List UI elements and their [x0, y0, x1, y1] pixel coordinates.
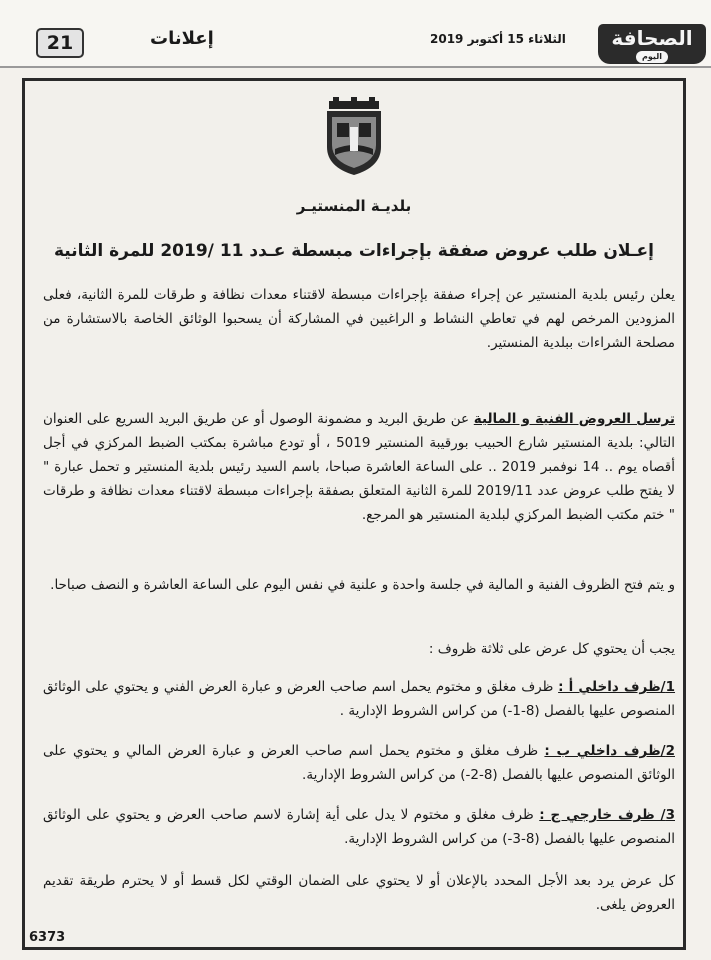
submission-text: عن طريق البريد و مضمونة الوصول أو عن طريق البريد السريع على العنوان التالي: بلدية المنستير شارع الحبيب بورقيبة المنستير 5019 ، أو تودع مباشرة بمكتب الضبط المركزي في أجل أقصاه يوم .. 14 نوفمبر 2019 .. على الساعة العاشرة صباحا، باسم السيد رئيس بلدية المنستير و تحمل عبارة " لا يفتح طلب عروض عدد 2019/11 للمرة الثانية المتعلق بصفقة بإجراءات مبسطة لاقتناء معدات نظافة و طرقات " ختم مكتب الضبط المركزي لبلدية المنستير هو المرجع. [43, 411, 676, 523]
rejection-paragraph: كل عرض يرد بعد الأجل المحدد بالإعلان أو لا يحتوي على الضمان الوقتي لكل قسط أو لا يحترم طريقة تقديم العروض يلغى. [43, 873, 675, 913]
logo-text: الصحافة [611, 26, 693, 50]
envelopes-intro: يجب أن يحتوي كل عرض على ثلاثة ظروف : [428, 641, 675, 657]
envelope-1-text: ظرف مغلق و مختوم يحمل اسم صاحب العرض و عبارة العرض الفني و يحتوي على الوثائق المنصوص عليها بالفصل (8-1-) من كراس الشروط الإدارية . [43, 679, 675, 719]
announcement-title: إعـلان طلب عروض صفقة بإجراءات مبسطة عـدد 11 /2019 للمرة الثانية [54, 241, 654, 261]
newspaper-header [0, 0, 711, 68]
envelope-3-text: ظرف مغلق و مختوم لا يدل على أية إشارة لاسم صاحب العرض و يحتوي على الوثائق المنصوص عليها بالفصل (8-3-) من كراس الشروط الإدارية. [43, 807, 675, 847]
section-title: إعلانات [150, 28, 214, 49]
municipality-name: بلديـة المنستيـر [296, 197, 412, 215]
envelope-2 [43, 739, 675, 787]
intro-paragraph: يعلن رئيس بلدية المنستير عن إجراء صفقة بإجراءات مبسطة لاقتناء معدات نظافة و طرقات للمرة الثانية، فعلى المزودين المرخص لهم في تعاطي النشاط و الراغبين في المشاركة أن يسحبوا الوثائق الخاصة بالاستشارة من مصلحة الشراءات ببلدية المنستير. [43, 287, 675, 351]
municipality-crest-icon [323, 97, 385, 177]
submission-paragraph [43, 407, 675, 527]
logo-subtitle: اليوم [636, 51, 668, 63]
envelope-3-lead: 3/ ظرف خارجي ج : [539, 807, 675, 823]
opening-paragraph: و يتم فتح الظروف الفنية و المالية في جلسة واحدة و علنية في نفس اليوم على الساعة العاشرة و النصف صباحا. [50, 577, 675, 593]
tender-announcement [22, 78, 686, 950]
envelope-3 [43, 803, 675, 851]
page-number: 21 [36, 28, 84, 58]
envelope-2-text: ظرف مغلق و مختوم يحمل اسم صاحب العرض و عبارة العرض المالي و يحتوي على الوثائق المنصوص عليها بالفصل (8-2-) من كراس الشروط الإدارية. [43, 743, 675, 783]
envelope-2-lead: 2/ظرف داخلي ب : [544, 743, 675, 759]
ad-reference-number: 6373 [29, 930, 66, 945]
submission-lead: ترسل العروض الفنية و المالية [473, 411, 675, 427]
newspaper-logo [598, 24, 706, 64]
envelope-1 [43, 675, 675, 723]
envelope-1-lead: 1/ظرف داخلي أ : [558, 679, 676, 695]
issue-date: الثلاثاء 15 أكتوبر 2019 [430, 32, 566, 46]
